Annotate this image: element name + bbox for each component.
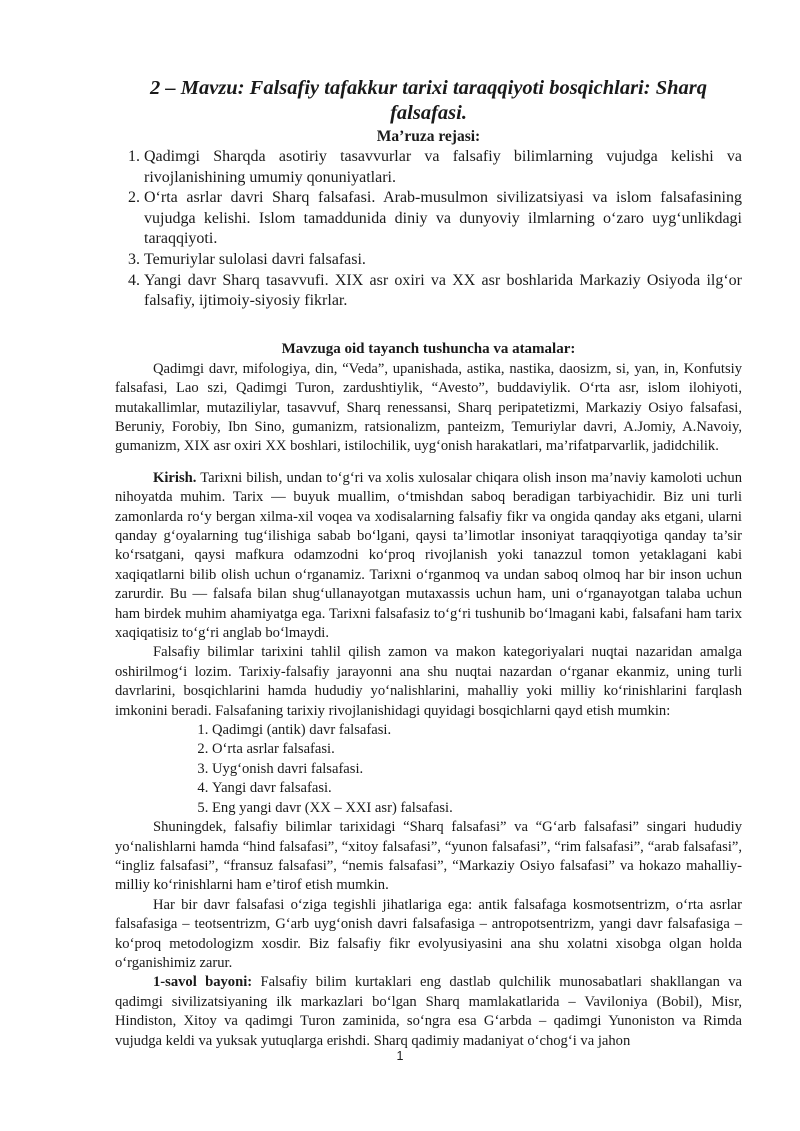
intro-text: Tarixni bilish, undan to‘g‘ri va xolis xulosalar chiqara olish inson ma’naviy kamoloti uchun nihoyatda muhim. Tarix — buyuk muallim, o‘tmishdan saboq beradigan tarbiyachidir. Biz uni turli zamonlarda ro‘y bergan xilma-xil voqea va xodisalarning falsafiy fikr va ongida qanday aks etgani, ularni qanday g‘oyalarning tug‘ilishiga sabab bo‘lgani, qaysi ta’limotlar insoniyat taraqqiyotiga qanday ta’sir ko‘rsatgani, qaysi mafkura odamzodni ko‘proq rivojlanish yoki tanazzul tomon yetaklagani kabi xaqiqatlarni bilib olish uchun o‘rganamiz. Tarixni o‘rganmoq va undan saboq olmoq har bir inson uchun zarurdir. Bu — falsafa bilan shug‘ullanayotgan mutaxassis uchun ham, uni o‘rganayotgan talaba uchun ham birdek muhim ahamiyatga ega. Tarixni falsafasiz to‘g‘ri tushunib bo‘lmagani kabi, falsafani ham tarix xaqiqatisiz to‘g‘ri anglab bo‘lmaydi.	[115, 469, 742, 642]
plan-item: 1. Qadimgi Sharqda asotiriy tasavvurlar va falsafiy bilimlarning vujudga kelishi va rivojlanishining umumiy qonuniyatlari.	[144, 147, 742, 188]
plan-heading: Ma’ruza rejasi:	[376, 128, 481, 145]
stage-item: 2. O‘rta asrlar falsafasi.	[212, 740, 742, 759]
stages-list	[115, 721, 742, 818]
page-content	[115, 76, 742, 1051]
stage-item: 1. Qadimgi (antik) davr falsafasi.	[212, 721, 742, 740]
plan-item: 4. Yangi davr Sharq tasavvufi. XIX asr oxiri va XX asr boshlarida Markaziy Osiyoda ilg‘or falsafiy, ijtimoiy-siyosiy fikrlar.	[144, 271, 742, 312]
stage-item: 3. Uyg‘onish davri falsafasi.	[212, 760, 742, 779]
plan-list	[115, 147, 742, 312]
plan-item: 3. Temuriylar sulolasi davri falsafasi.	[144, 250, 742, 271]
body-paragraph-2: Falsafiy bilimlar tarixini tahlil qilish zamon va makon kategoriyalari nuqtai nazaridan amalga oshirilmog‘i lozim. Tarixiy-falsafiy jarayonni ana shu nuqtai nazardan o‘rganar ekanmiz, uning turli davrlarini, bosqichlarini hamda hududiy yo‘nalishlarini, mahalliy yoki milliy ko‘rinishlarini farqlash imkonini beradi. Falsafaning tarixiy rivojlanishidagi quyidagi bosqichlarni qayd etish mumkin:	[115, 644, 742, 719]
intro-label: Kirish.	[153, 469, 197, 486]
terms-paragraph: Qadimgi davr, mifologiya, din, “Veda”, upanishada, astika, nastika, daosizm, si, yan, in, Konfutsiy falsafasi, Lao szi, Qadimgi Turon, zardushtiylik, “Avesto”, buddaviylik. O‘rta asr, islom ilohiyoti, mutakallimlar, mutaziliylar, tasavvuf, Sharq renessansi, Sharq peripatetizmi, Markaziy Osiyo falsafasi, Beruniy, Forobiy, Ibn Sino, gumanizm, ratsionalizm, panteizm, Temuriylar davri, A.Jomiy, A.Navoiy, gumanizm, XIX asr oxiri XX boshlari, istilochilik, uyg‘onish harakatlari, ma’rifatparvarlik, jadidchilik.	[115, 360, 742, 455]
question-1-label: 1-savol bayoni:	[153, 974, 253, 991]
body-paragraph-4: Har bir davr falsafasi o‘ziga tegishli jihatlariga ega: antik falsafaga kosmotsentrizm, o‘rta asrlar falsafasiga – teotsentrizm, G‘arb uyg‘onish davri falsafasiga – antropotsentrizm, yangi davr falsafasiga – ko‘proq metodologizm xosdir. Biz falsafiy fikr evolyusiyasini ana shu xolatni xisobga olgan holda o‘rganishimiz zarur.	[115, 896, 742, 971]
question-1-text: Falsafiy bilim kurtaklari eng dastlab qulchilik munosabatlari shakllangan va qadimgi sivilizatsiyaning ilk markazlari bo‘lgan Sharq mamlakatlarida – Vaviloniya (Bobil), Misr, Hindiston, Xitoy va qadimgi Turon zaminida, so‘ngra esa G‘arbda – qadimgi Yunoniston va Rimda vujudga keldi va yuksak yutuqlarga erishdi. Sharq qadimiy madaniyat o‘chog‘i va jahon	[115, 974, 742, 1049]
lecture-title: 2 – Mavzu: Falsafiy tafakkur tarixi taraqqiyoti bosqichlari: Sharq falsafasi.	[150, 77, 707, 124]
stage-item: 5. Eng yangi davr (XX – XXI asr) falsafasi.	[212, 799, 742, 818]
body-paragraph-3: Shuningdek, falsafiy bilimlar tarixidagi “Sharq falsafasi” va “G‘arb falsafasi” singari hududiy yo‘nalishlarni hamda “hind falsafasi”, “xitoy falsafasi”, “yunon falsafasi”, “rim falsafasi”, “arab falsafasi”, “ingliz falsafasi”, “fransuz falsafasi”, “nemis falsafasi”, “Markaziy Osiyo falsafasi” va hokazo mahalliy-milliy ko‘rinishlarni ham e’tirof etish mumkin.	[115, 819, 742, 894]
stage-item: 4. Yangi davr falsafasi.	[212, 779, 742, 798]
page-number: 1	[396, 1049, 404, 1063]
intro-paragraph	[115, 469, 742, 644]
plan-item: 2. O‘rta asrlar davri Sharq falsafasi. Arab-musulmon sivilizatsiyasi va islom falsafasining vujudga kelishi. Islom tamaddunida diniy va dunyoviy ilmlarning o‘zaro uyg‘unlikdagi taraqqiyoti.	[144, 188, 742, 250]
question-1-paragraph	[115, 973, 742, 1051]
terms-heading: Mavzuga oid tayanch tushuncha va atamalar:	[281, 340, 576, 357]
